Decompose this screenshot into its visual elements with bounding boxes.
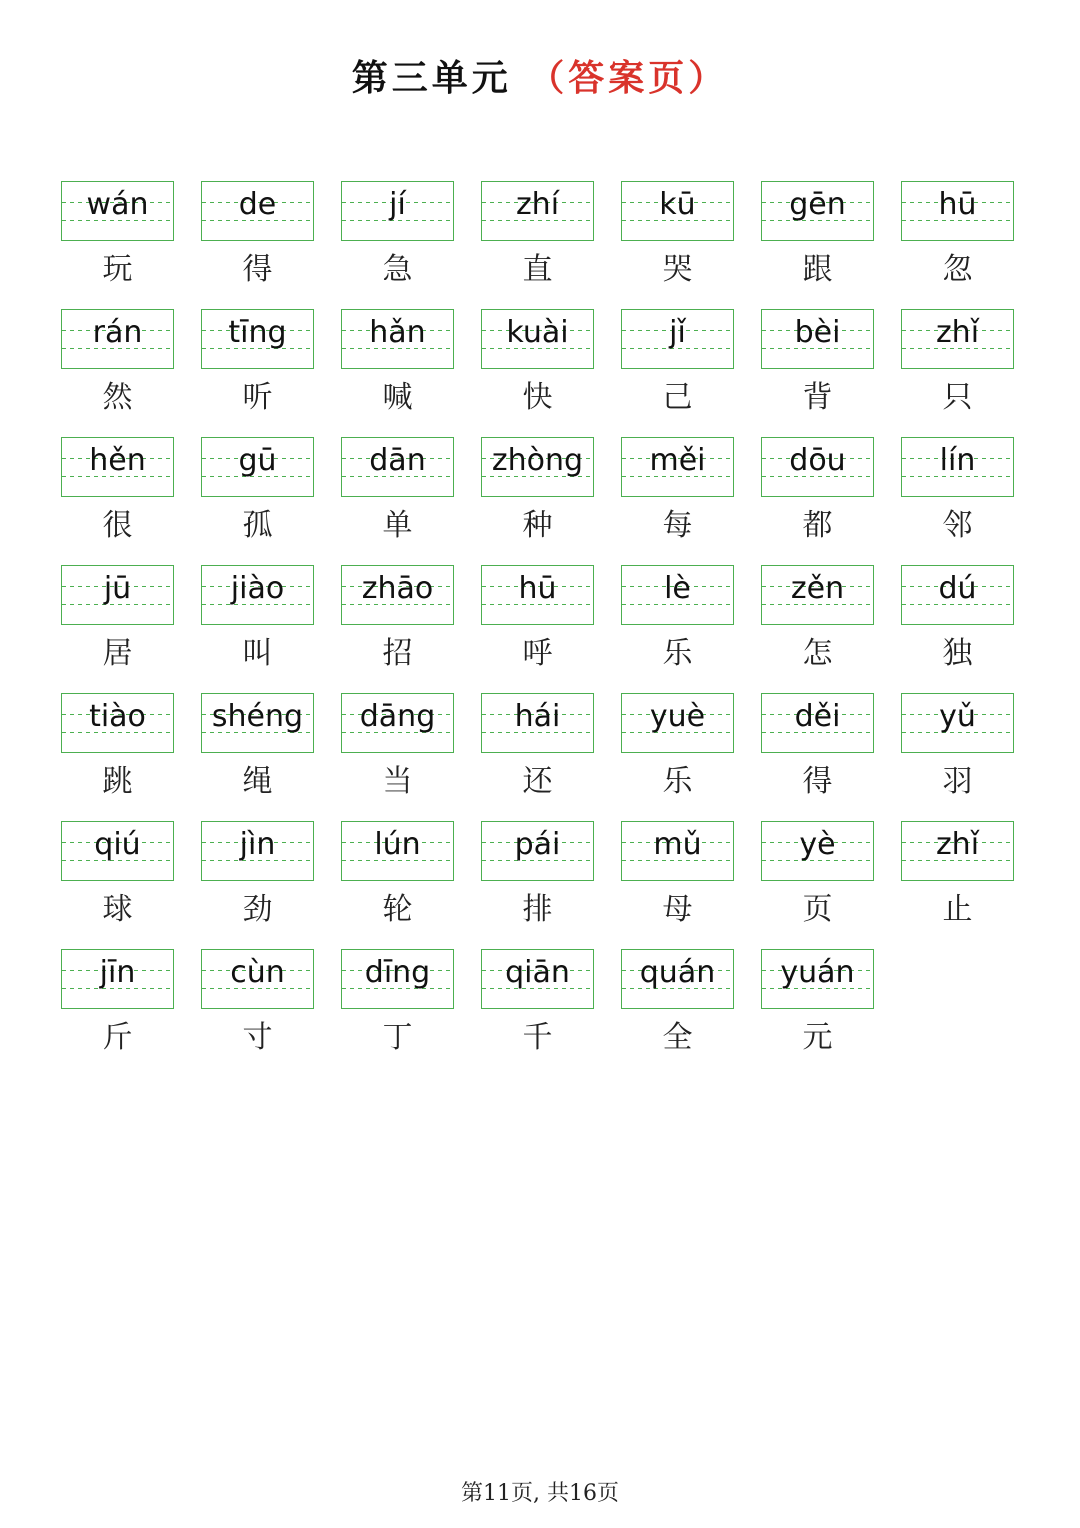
hanzi-character: 跟: [802, 252, 833, 287]
pinyin-text: kū: [659, 187, 696, 222]
hanzi-character: 邻: [942, 508, 973, 543]
vocab-item: [61, 821, 174, 949]
hanzi-character: 羽: [942, 764, 973, 799]
hanzi-character: 斤: [102, 1020, 133, 1055]
vocab-item: [901, 181, 1014, 309]
vocab-item: [341, 309, 454, 437]
pinyin-writing-box: [341, 693, 454, 753]
hanzi-character: 只: [942, 380, 973, 415]
pinyin-writing-box: [761, 949, 874, 1009]
pinyin-text: bèi: [794, 315, 841, 350]
pinyin-text: jìn: [239, 827, 276, 862]
pinyin-text: dāng: [359, 699, 436, 734]
pinyin-text: gū: [238, 443, 277, 478]
pinyin-text: zhǐ: [935, 827, 980, 862]
pinyin-text: pái: [514, 827, 561, 862]
vocab-item: [201, 181, 314, 309]
pinyin-text: de: [238, 187, 277, 222]
vocab-item: [901, 437, 1014, 565]
hanzi-character: 背: [802, 380, 833, 415]
hanzi-character: 哭: [662, 252, 693, 287]
hanzi-character: 页: [802, 892, 833, 927]
hanzi-character: 招: [382, 636, 413, 671]
hanzi-character: 绳: [242, 764, 273, 799]
vocab-item: [761, 949, 874, 1077]
vocab-item: [901, 309, 1014, 437]
page-title: [0, 50, 1080, 101]
vocab-item: [621, 309, 734, 437]
pinyin-writing-box: [621, 693, 734, 753]
pinyin-writing-box: [61, 949, 174, 1009]
pinyin-text: lín: [939, 443, 976, 478]
pinyin-writing-box: [201, 693, 314, 753]
hanzi-character: 然: [102, 380, 133, 415]
page-number: 第11页, 共16页: [461, 1481, 619, 1506]
vocab-item: [201, 693, 314, 821]
vocab-item: [761, 693, 874, 821]
hanzi-character: 喊: [382, 380, 413, 415]
vocab-item: [201, 821, 314, 949]
pinyin-writing-box: [61, 821, 174, 881]
vocab-item: [621, 565, 734, 693]
vocab-item: [341, 565, 454, 693]
pinyin-text: yè: [799, 827, 836, 862]
pinyin-text: dān: [369, 443, 426, 478]
pinyin-writing-box: [481, 309, 594, 369]
hanzi-character: 全: [662, 1020, 693, 1055]
pinyin-writing-box: [621, 437, 734, 497]
vocab-item: [341, 821, 454, 949]
pinyin-text: jí: [389, 187, 406, 222]
pinyin-text: zhí: [515, 187, 560, 222]
pinyin-text: gēn: [789, 187, 846, 222]
hanzi-character: 听: [242, 380, 273, 415]
pinyin-text: tīng: [228, 315, 287, 350]
hanzi-character: 玩: [102, 252, 133, 287]
vocab-item: [61, 693, 174, 821]
hanzi-character: 当: [382, 764, 413, 799]
pinyin-writing-box: [761, 693, 874, 753]
pinyin-writing-box: [901, 309, 1014, 369]
pinyin-text: hǎn: [369, 315, 426, 350]
pinyin-writing-box: [341, 181, 454, 241]
pinyin-text: yǔ: [939, 699, 976, 734]
pinyin-text: děi: [794, 699, 841, 734]
pinyin-writing-box: [481, 693, 594, 753]
vocab-item: [761, 437, 874, 565]
pinyin-text: lún: [374, 827, 421, 862]
vocab-item: [341, 693, 454, 821]
hanzi-character: 得: [802, 764, 833, 799]
vocab-item: [61, 309, 174, 437]
pinyin-writing-box: [761, 565, 874, 625]
pinyin-text: zhāo: [361, 571, 434, 606]
pinyin-text: rán: [92, 315, 143, 350]
vocab-item: [621, 693, 734, 821]
pinyin-writing-box: [761, 821, 874, 881]
pinyin-grid: [61, 181, 1021, 1077]
vocab-item: [61, 565, 174, 693]
hanzi-character: 居: [102, 636, 133, 671]
hanzi-character: 乐: [662, 764, 693, 799]
vocab-item: [621, 949, 734, 1077]
vocab-item: [481, 949, 594, 1077]
pinyin-text: zhǐ: [935, 315, 980, 350]
pinyin-writing-box: [621, 309, 734, 369]
vocab-item: [621, 437, 734, 565]
hanzi-character: 单: [382, 508, 413, 543]
hanzi-character: 独: [942, 636, 973, 671]
answer-page-label: （答案页）: [528, 57, 729, 99]
pinyin-text: měi: [649, 443, 706, 478]
vocab-item: [341, 949, 454, 1077]
pinyin-writing-box: [61, 309, 174, 369]
pinyin-writing-box: [481, 949, 594, 1009]
hanzi-character: 还: [522, 764, 553, 799]
pinyin-text: hěn: [89, 443, 146, 478]
hanzi-character: 轮: [382, 892, 413, 927]
pinyin-writing-box: [341, 437, 454, 497]
pinyin-writing-box: [201, 309, 314, 369]
hanzi-character: 忽: [942, 252, 973, 287]
hanzi-character: 寸: [242, 1020, 273, 1055]
vocab-item: [341, 181, 454, 309]
vocab-item: [481, 437, 594, 565]
hanzi-character: 球: [102, 892, 133, 927]
hanzi-character: 止: [942, 892, 973, 927]
pinyin-writing-box: [61, 181, 174, 241]
pinyin-writing-box: [61, 437, 174, 497]
vocab-item: [761, 181, 874, 309]
pinyin-text: yuè: [649, 699, 706, 734]
hanzi-character: 己: [662, 380, 693, 415]
pinyin-text: zěn: [790, 571, 845, 606]
hanzi-character: 排: [522, 892, 553, 927]
vocab-item: [481, 309, 594, 437]
vocab-item: [761, 821, 874, 949]
vocab-item: [901, 821, 1014, 949]
pinyin-text: zhòng: [491, 443, 584, 478]
hanzi-character: 种: [522, 508, 553, 543]
pinyin-writing-box: [481, 565, 594, 625]
pinyin-writing-box: [201, 565, 314, 625]
vocab-item: [901, 693, 1014, 821]
vocab-item: [341, 437, 454, 565]
pinyin-text: jū: [103, 571, 132, 606]
vocab-item: [761, 309, 874, 437]
pinyin-writing-box: [201, 437, 314, 497]
pinyin-writing-box: [481, 437, 594, 497]
vocab-item: [481, 693, 594, 821]
pinyin-text: qiān: [505, 955, 570, 990]
pinyin-writing-box: [201, 821, 314, 881]
vocab-item: [201, 949, 314, 1077]
pinyin-writing-box: [341, 565, 454, 625]
pinyin-text: wán: [86, 187, 149, 222]
pinyin-writing-box: [481, 181, 594, 241]
vocab-item: [481, 565, 594, 693]
pinyin-writing-box: [61, 693, 174, 753]
vocab-item: [201, 309, 314, 437]
pinyin-text: tiào: [89, 699, 146, 734]
pinyin-writing-box: [901, 693, 1014, 753]
hanzi-character: 跳: [102, 764, 133, 799]
pinyin-writing-box: [341, 949, 454, 1009]
pinyin-text: yuán: [780, 955, 855, 990]
hanzi-character: 孤: [242, 508, 273, 543]
pinyin-writing-box: [201, 949, 314, 1009]
vocab-item: [61, 181, 174, 309]
hanzi-character: 直: [522, 252, 553, 287]
pinyin-writing-box: [201, 181, 314, 241]
pinyin-text: quán: [639, 955, 716, 990]
vocab-item: [621, 821, 734, 949]
hanzi-character: 丁: [382, 1020, 413, 1055]
hanzi-character: 元: [802, 1020, 833, 1055]
hanzi-character: 千: [522, 1020, 553, 1055]
pinyin-text: dōu: [789, 443, 846, 478]
pinyin-writing-box: [481, 821, 594, 881]
hanzi-character: 每: [662, 508, 693, 543]
pinyin-text: dú: [938, 571, 977, 606]
pinyin-text: hái: [514, 699, 561, 734]
hanzi-character: 得: [242, 252, 273, 287]
hanzi-character: 母: [662, 892, 693, 927]
pinyin-text: jǐ: [669, 315, 686, 350]
pinyin-text: hū: [518, 571, 557, 606]
pinyin-writing-box: [621, 565, 734, 625]
pinyin-text: hū: [938, 187, 977, 222]
pinyin-writing-box: [761, 181, 874, 241]
vocab-item: [481, 181, 594, 309]
pinyin-writing-box: [761, 309, 874, 369]
pinyin-writing-box: [901, 565, 1014, 625]
unit-title: 第三单元: [351, 57, 512, 99]
pinyin-text: qiú: [94, 827, 141, 862]
pinyin-writing-box: [901, 437, 1014, 497]
pinyin-text: kuài: [506, 315, 569, 350]
hanzi-character: 乐: [662, 636, 693, 671]
pinyin-writing-box: [901, 181, 1014, 241]
pinyin-writing-box: [621, 949, 734, 1009]
pinyin-text: cùn: [230, 955, 285, 990]
hanzi-character: 快: [522, 380, 553, 415]
hanzi-character: 很: [102, 508, 133, 543]
pinyin-text: lè: [664, 571, 691, 606]
pinyin-writing-box: [341, 309, 454, 369]
pinyin-writing-box: [341, 821, 454, 881]
pinyin-text: jīn: [99, 955, 136, 990]
vocab-item: [901, 565, 1014, 693]
vocab-item: [621, 181, 734, 309]
hanzi-character: 急: [382, 252, 413, 287]
pinyin-text: dīng: [364, 955, 431, 990]
pinyin-writing-box: [761, 437, 874, 497]
vocab-item: [61, 949, 174, 1077]
vocab-item: [201, 437, 314, 565]
pinyin-writing-box: [901, 821, 1014, 881]
pinyin-writing-box: [621, 181, 734, 241]
pinyin-text: shéng: [211, 699, 304, 734]
hanzi-character: 都: [802, 508, 833, 543]
vocab-item: [481, 821, 594, 949]
pinyin-writing-box: [621, 821, 734, 881]
vocab-item: [201, 565, 314, 693]
pinyin-text: mǔ: [653, 827, 702, 862]
hanzi-character: 怎: [802, 636, 833, 671]
hanzi-character: 叫: [242, 636, 273, 671]
hanzi-character: 呼: [522, 636, 553, 671]
pinyin-writing-box: [61, 565, 174, 625]
pinyin-text: jiào: [230, 571, 285, 606]
vocab-item: [61, 437, 174, 565]
hanzi-character: 劲: [242, 892, 273, 927]
vocab-item: [761, 565, 874, 693]
